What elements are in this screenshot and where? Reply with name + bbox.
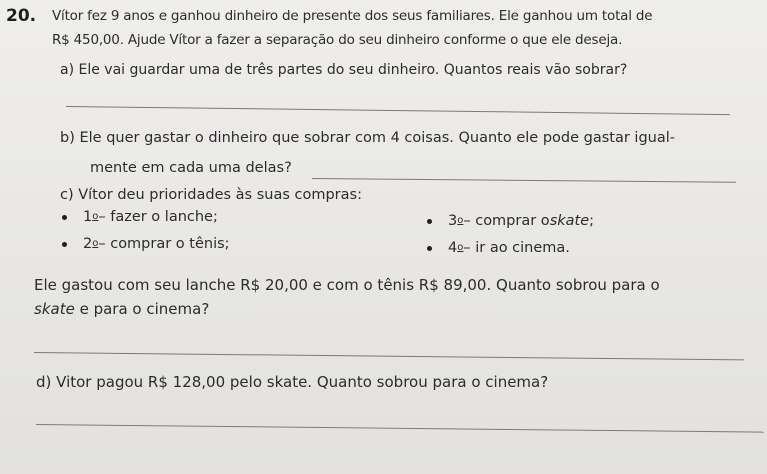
priority-item-1: 1 o – fazer o lanche; <box>62 209 218 225</box>
priority-num: 2 <box>83 236 93 252</box>
priority-text: – fazer o lanche; <box>98 209 218 225</box>
intro-line-1: Vítor fez 9 anos e ganhou dinheiro de presente dos seus familiares. Ele ganhou um total de <box>52 8 653 24</box>
question-number: 20. <box>6 6 37 26</box>
skate-word: skate <box>34 300 75 318</box>
priority-text: – ir ao cinema. <box>463 240 570 256</box>
answer-line-c[interactable] <box>34 352 744 360</box>
bullet-dot <box>62 242 67 247</box>
priority-item-2: 2 o – comprar o tênis; <box>62 236 230 252</box>
priority-text-italic: skate <box>549 213 590 229</box>
bullet-dot <box>427 246 432 251</box>
priority-num: 3 <box>448 213 458 229</box>
answer-line-d[interactable] <box>36 424 764 433</box>
priority-item-3: 3 o – comprar o skate ; <box>427 213 594 229</box>
priority-text-pre: – comprar o <box>463 213 550 229</box>
part-d-text: d) Vitor pagou R$ 128,00 pelo skate. Quanto sobrou para o cinema? <box>36 373 549 391</box>
paragraph-line-2-rest: e para o cinema? <box>74 300 210 318</box>
priority-text-post: ; <box>589 213 595 229</box>
intro-line-2: R$ 450,00. Ajude Vítor a fazer a separação do seu dinheiro conforme o que ele deseja. <box>52 32 623 48</box>
priority-num: 4 <box>448 240 458 256</box>
part-a-text: a) Ele vai guardar uma de três partes do seu dinheiro. Quantos reais vão sobrar? <box>60 62 628 78</box>
bullet-dot <box>427 219 432 224</box>
priority-text: – comprar o tênis; <box>98 236 230 252</box>
part-b-line-1: b) Ele quer gastar o dinheiro que sobrar com 4 coisas. Quanto ele pode gastar igual- <box>60 130 675 146</box>
part-b-line-2: mente em cada uma delas? <box>90 160 292 176</box>
answer-line-a[interactable] <box>66 106 730 115</box>
priority-item-4: 4 o – ir ao cinema. <box>427 240 570 256</box>
part-c-paragraph-line-2 <box>34 300 209 318</box>
priority-num: 1 <box>83 209 93 225</box>
bullet-dot <box>62 215 67 220</box>
answer-line-b[interactable] <box>312 178 736 183</box>
part-c-text: c) Vítor deu prioridades às suas compras: <box>60 187 362 203</box>
part-c-paragraph-line-1: Ele gastou com seu lanche R$ 20,00 e com o tênis R$ 89,00. Quanto sobrou para o <box>34 276 660 294</box>
